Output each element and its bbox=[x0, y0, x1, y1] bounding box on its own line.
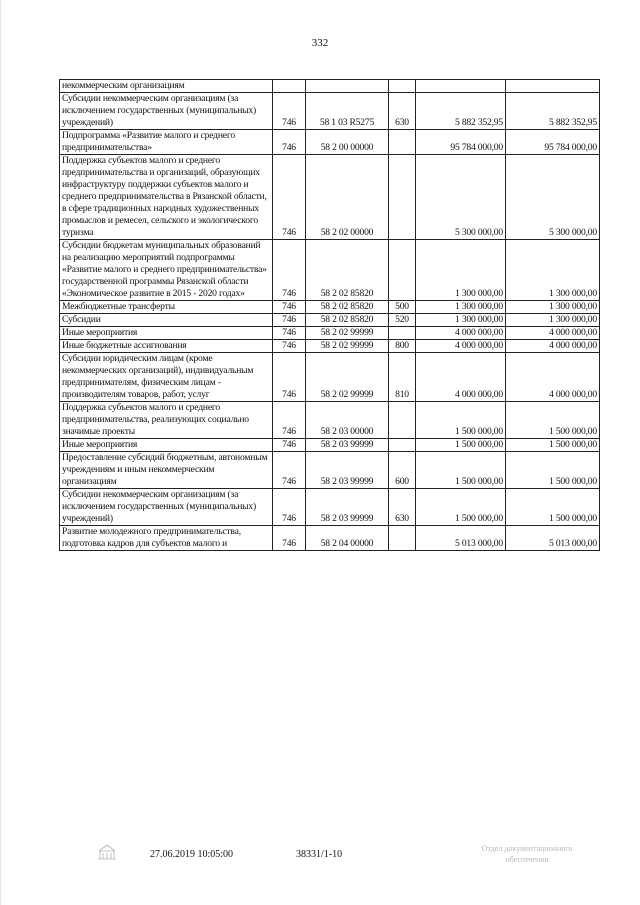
row-amount-2019-cell: 1 300 000,00 bbox=[416, 301, 506, 314]
scan-edge bbox=[0, 0, 1, 905]
row-name-cell: Подпрограмма «Развитие малого и среднего предпринимательства» bbox=[60, 130, 273, 155]
row-amount-2019-cell: 1 500 000,00 bbox=[416, 402, 506, 439]
row-csr-cell: 58 2 03 99999 bbox=[306, 439, 389, 452]
row-amount-2019-cell: 1 300 000,00 bbox=[416, 240, 506, 301]
row-ved-cell: 746 bbox=[273, 155, 306, 240]
table-row bbox=[60, 155, 600, 240]
budget-table-body bbox=[60, 80, 600, 551]
row-csr-cell bbox=[306, 80, 389, 93]
row-name-cell: Поддержка субъектов малого и среднего предпринимательства, реализующих социально значимые проекты bbox=[60, 402, 273, 439]
row-ved-cell: 746 bbox=[273, 526, 306, 551]
row-amount-2020-cell: 95 784 000,00 bbox=[506, 130, 600, 155]
row-amount-2019-cell: 1 500 000,00 bbox=[416, 489, 506, 526]
row-csr-cell: 58 2 02 99999 bbox=[306, 353, 389, 402]
table-row bbox=[60, 340, 600, 353]
footer-department-stamp bbox=[452, 843, 602, 865]
row-vr-cell bbox=[389, 80, 416, 93]
table-row bbox=[60, 301, 600, 314]
row-csr-cell: 58 2 00 00000 bbox=[306, 130, 389, 155]
row-amount-2020-cell: 4 000 000,00 bbox=[506, 353, 600, 402]
row-amount-2019-cell: 5 300 000,00 bbox=[416, 155, 506, 240]
row-amount-2019-cell: 5 013 000,00 bbox=[416, 526, 506, 551]
row-amount-2020-cell: 1 300 000,00 bbox=[506, 240, 600, 301]
row-ved-cell: 746 bbox=[273, 353, 306, 402]
row-vr-cell: 520 bbox=[389, 314, 416, 327]
row-ved-cell: 746 bbox=[273, 452, 306, 489]
building-stamp-icon bbox=[96, 843, 118, 861]
table-row bbox=[60, 489, 600, 526]
row-vr-cell: 810 bbox=[389, 353, 416, 402]
row-csr-cell: 58 2 02 85820 bbox=[306, 240, 389, 301]
footer-date: 27.06.2019 10:05:00 bbox=[150, 849, 234, 860]
row-amount-2020-cell: 5 013 000,00 bbox=[506, 526, 600, 551]
footer-department-line1: Отдел документационного bbox=[481, 844, 573, 853]
row-name-cell: Иные бюджетные ассигнования bbox=[60, 340, 273, 353]
row-vr-cell: 800 bbox=[389, 340, 416, 353]
row-vr-cell: 600 bbox=[389, 452, 416, 489]
table-row bbox=[60, 93, 600, 130]
row-name-cell: Субсидии бюджетам муниципальных образований на реализацию мероприятий подпрограммы «Развитие малого и среднего предпринимательства» государственной программы Рязанской области «Экономическое развитие в 2015 - 2020 годах» bbox=[60, 240, 273, 301]
row-csr-cell: 58 2 02 00000 bbox=[306, 155, 389, 240]
row-ved-cell bbox=[273, 80, 306, 93]
row-csr-cell: 58 2 03 99999 bbox=[306, 489, 389, 526]
row-ved-cell: 746 bbox=[273, 327, 306, 340]
row-amount-2020-cell: 1 500 000,00 bbox=[506, 439, 600, 452]
row-amount-2020-cell: 1 500 000,00 bbox=[506, 489, 600, 526]
row-amount-2019-cell: 4 000 000,00 bbox=[416, 353, 506, 402]
row-name-cell: Межбюджетные трансферты bbox=[60, 301, 273, 314]
row-csr-cell: 58 1 03 R5275 bbox=[306, 93, 389, 130]
row-ved-cell: 746 bbox=[273, 340, 306, 353]
row-name-cell: Субсидии некоммерческим организациям (за исключением государственных (муниципальных) учреждений) bbox=[60, 489, 273, 526]
row-ved-cell: 746 bbox=[273, 301, 306, 314]
row-vr-cell bbox=[389, 240, 416, 301]
row-vr-cell bbox=[389, 402, 416, 439]
row-amount-2020-cell: 5 882 352,95 bbox=[506, 93, 600, 130]
row-ved-cell: 746 bbox=[273, 402, 306, 439]
row-amount-2020-cell: 4 000 000,00 bbox=[506, 340, 600, 353]
table-row bbox=[60, 353, 600, 402]
page-number: 332 bbox=[311, 37, 329, 49]
row-csr-cell: 58 2 03 00000 bbox=[306, 402, 389, 439]
row-amount-2019-cell: 5 882 352,95 bbox=[416, 93, 506, 130]
row-amount-2019-cell bbox=[416, 80, 506, 93]
row-vr-cell bbox=[389, 155, 416, 240]
row-csr-cell: 58 2 04 00000 bbox=[306, 526, 389, 551]
row-name-cell: Субсидии юридическим лицам (кроме некоммерческих организаций), индивидуальным предпринимателям, физическим лицам - производителям товаров, работ, услуг bbox=[60, 353, 273, 402]
row-vr-cell: 630 bbox=[389, 489, 416, 526]
row-name-cell: Иные мероприятия bbox=[60, 327, 273, 340]
row-amount-2020-cell bbox=[506, 80, 600, 93]
table-row bbox=[60, 314, 600, 327]
row-name-cell: Поддержка субъектов малого и среднего предпринимательства и организаций, образующих инфраструктуру поддержки субъектов малого и среднего предпринимательства в Рязанской области, в сфере традиционных народных художественных промыслов и ремесел, сельского и экологического туризма bbox=[60, 155, 273, 240]
row-name-cell: некоммерческим организациям bbox=[60, 80, 273, 93]
row-ved-cell: 746 bbox=[273, 240, 306, 301]
table-row bbox=[60, 80, 600, 93]
row-ved-cell: 746 bbox=[273, 489, 306, 526]
row-name-cell: Иные мероприятия bbox=[60, 439, 273, 452]
table-row bbox=[60, 526, 600, 551]
footer-department-line2: обеспечения bbox=[505, 855, 549, 864]
row-name-cell: Предоставление субсидий бюджетным, автономным учреждениям и иным некоммерческим организациям bbox=[60, 452, 273, 489]
budget-table bbox=[59, 79, 600, 551]
row-ved-cell: 746 bbox=[273, 93, 306, 130]
row-name-cell: Развитие молодежного предпринимательства, подготовка кадров для субъектов малого и bbox=[60, 526, 273, 551]
row-csr-cell: 58 2 03 99999 bbox=[306, 452, 389, 489]
row-csr-cell: 58 2 02 99999 bbox=[306, 327, 389, 340]
row-amount-2019-cell: 1 300 000,00 bbox=[416, 314, 506, 327]
row-amount-2020-cell: 4 000 000,00 bbox=[506, 327, 600, 340]
row-ved-cell: 746 bbox=[273, 130, 306, 155]
row-ved-cell: 746 bbox=[273, 439, 306, 452]
row-vr-cell: 500 bbox=[389, 301, 416, 314]
row-vr-cell bbox=[389, 439, 416, 452]
row-amount-2020-cell: 1 300 000,00 bbox=[506, 301, 600, 314]
row-amount-2020-cell: 1 500 000,00 bbox=[506, 402, 600, 439]
row-name-cell: Субсидии некоммерческим организациям (за исключением государственных (муниципальных) учреждений) bbox=[60, 93, 273, 130]
table-row bbox=[60, 130, 600, 155]
row-vr-cell bbox=[389, 327, 416, 340]
row-vr-cell bbox=[389, 526, 416, 551]
row-amount-2020-cell: 5 300 000,00 bbox=[506, 155, 600, 240]
row-csr-cell: 58 2 02 99999 bbox=[306, 340, 389, 353]
row-amount-2019-cell: 4 000 000,00 bbox=[416, 327, 506, 340]
footer-document-code: 38331/1-10 bbox=[296, 849, 343, 860]
row-vr-cell: 630 bbox=[389, 93, 416, 130]
table-row bbox=[60, 240, 600, 301]
row-amount-2019-cell: 1 500 000,00 bbox=[416, 452, 506, 489]
row-vr-cell bbox=[389, 130, 416, 155]
row-amount-2019-cell: 4 000 000,00 bbox=[416, 340, 506, 353]
table-row bbox=[60, 452, 600, 489]
table-row bbox=[60, 439, 600, 452]
table-row bbox=[60, 327, 600, 340]
row-amount-2020-cell: 1 300 000,00 bbox=[506, 314, 600, 327]
row-csr-cell: 58 2 02 85820 bbox=[306, 301, 389, 314]
table-row bbox=[60, 402, 600, 439]
row-amount-2019-cell: 1 500 000,00 bbox=[416, 439, 506, 452]
row-amount-2020-cell: 1 500 000,00 bbox=[506, 452, 600, 489]
row-name-cell: Субсидии bbox=[60, 314, 273, 327]
row-ved-cell: 746 bbox=[273, 314, 306, 327]
row-amount-2019-cell: 95 784 000,00 bbox=[416, 130, 506, 155]
row-csr-cell: 58 2 02 85820 bbox=[306, 314, 389, 327]
